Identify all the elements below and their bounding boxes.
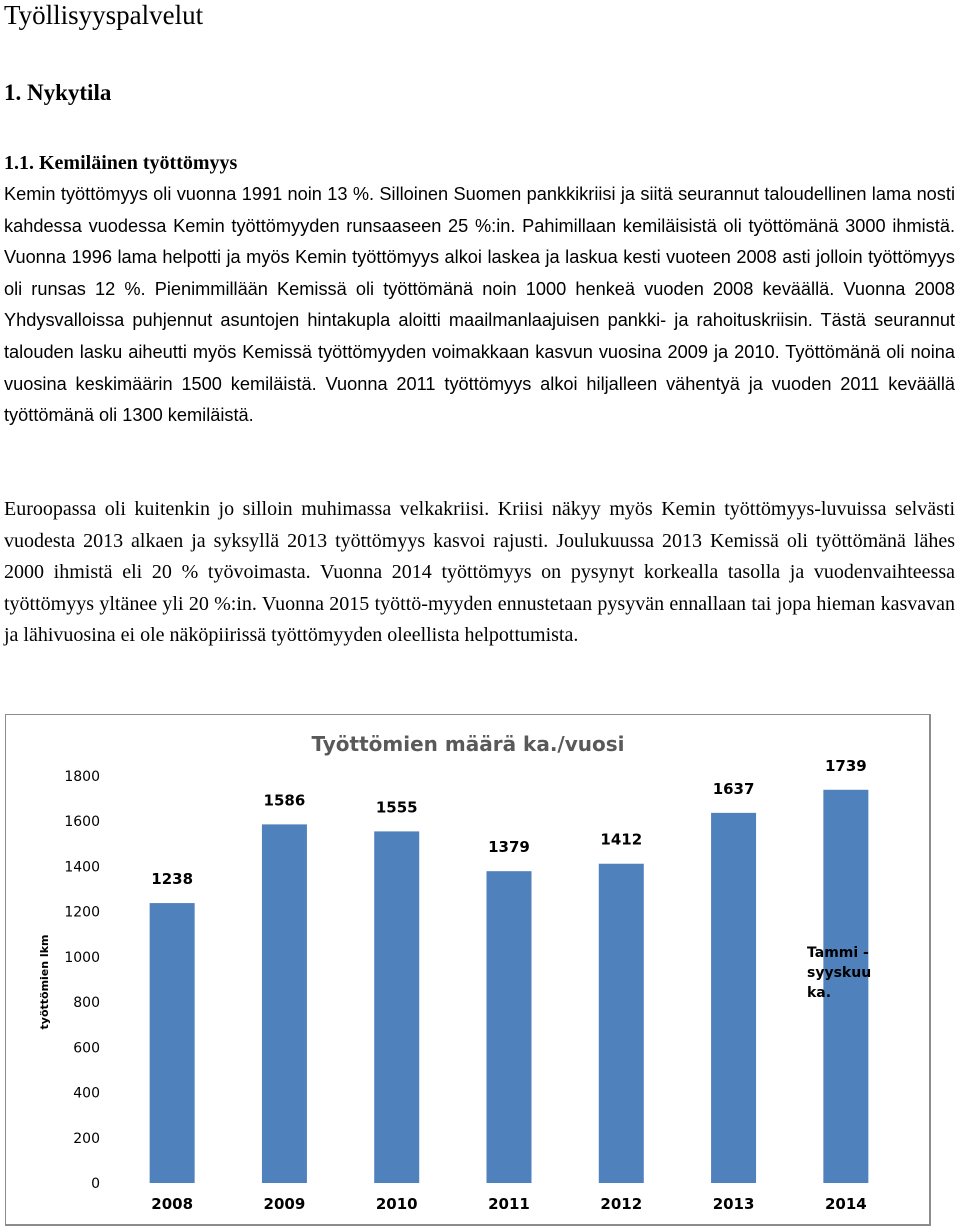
x-tick-label-2013: 2013 <box>712 1195 755 1213</box>
y-tick-label: 1800 <box>64 769 100 785</box>
paragraph-1: Kemin työttömyys oli vuonna 1991 noin 13 %. Silloinen Suomen pankkikriisi ja siitä seurannut taloudellinen lama nosti kahdessa vuodessa Kemin työttömyyden runsaaseen 25 %:in. Pahimillaan kemiläisistä oli työttömänä 3000 ihmistä. Vuonna 1996 lama helpotti ja myös Kemin työttömyys alkoi laskea ja laskua kesti vuoteen 2008 asti jolloin työttömyys oli runsas 12 %. Pienimmillään Kemissä oli työttömänä noin 1000 henkeä vuoden 2008 keväällä. Vuonna 2008 Yhdysvalloissa puhjennut asuntojen hintakupla aloitti maailmanlaajuisen pankki- ja rahoituskriisin. Tästä seurannut talouden lasku aiheutti myös Kemissä työttömyyden voimakkaan kasvun vuosina 2009 ja 2010. Työttömänä oli noina vuosina keskimäärin 1500 kemiläistä. Vuonna 2011 työttömyys alkoi hiljalleen vähentyä ja vuoden 2011 keväällä työttömänä oli 1300 kemiläistä. <box>4 184 955 426</box>
x-tick-label-2011: 2011 <box>488 1195 530 1213</box>
annotation-line-1: Tammi - <box>807 945 869 961</box>
section-heading: 1. Nykytila <box>4 80 112 105</box>
x-tick-label-2009: 2009 <box>263 1195 306 1213</box>
chart-y-axis-label: työttömien lkm <box>38 934 51 1030</box>
data-label-2011: 1379 <box>488 838 530 857</box>
y-tick-label: 1600 <box>64 814 100 831</box>
unemployment-chart <box>5 714 931 1226</box>
y-tick-label: 400 <box>73 1085 100 1102</box>
y-tick-label: 0 <box>91 1176 100 1192</box>
page-title: Työllisyyspalvelut <box>4 0 204 30</box>
chart-svg <box>6 715 929 1224</box>
y-tick-label: 800 <box>73 995 100 1012</box>
data-label-2009: 1586 <box>263 791 306 810</box>
paragraph-2: Euroopassa oli kuitenkin jo silloin muhimassa velkakriisi. Kriisi näkyy myös Kemin työttömyys-luvuissa selvästi vuodesta 2013 alkaen ja syksyllä 2013 työttömyys kasvoi rajusti. Joulukuussa 2013 Kemissä oli työttömänä lähes 2000 ihmistä eli 20 % työvoimasta. Vuonna 2014 työttömyys on pysynyt korkealla tasolla ja vuodenvaihteessa työttömyys yltänee yli 20 %:in. Vuonna 2015 työttö-myyden ennustetaan pysyvän ennallaan tai jopa hieman kasvavan ja lähivuosina ei ole näköpiirissä työttömyyden oleellista helpottumista. <box>4 498 955 647</box>
annotation-line-3: ka. <box>807 985 832 1001</box>
x-tick-label-2014: 2014 <box>824 1195 867 1213</box>
bar-2008 <box>150 903 195 1183</box>
x-tick-label-2012: 2012 <box>600 1195 643 1213</box>
data-label-2012: 1412 <box>600 830 643 849</box>
data-labels-group <box>151 757 866 888</box>
bar-2009 <box>262 824 307 1183</box>
bar-2010 <box>374 831 419 1183</box>
y-tick-label: 1000 <box>64 949 100 966</box>
bar-2012 <box>599 864 644 1183</box>
bar-2011 <box>487 871 532 1183</box>
y-tick-label: 1200 <box>64 904 100 921</box>
y-tick-label: 600 <box>73 1040 100 1057</box>
data-label-2010: 1555 <box>375 798 418 817</box>
y-axis-ticks <box>64 769 100 1192</box>
chart-title: Työttömien määrä ka./vuosi <box>311 732 625 756</box>
subsection-heading: 1.1. Kemiläinen työttömyys <box>4 152 238 174</box>
x-axis-ticks <box>151 1195 866 1213</box>
data-label-2008: 1238 <box>151 870 194 889</box>
x-tick-label-2008: 2008 <box>151 1195 194 1213</box>
bar-2013 <box>711 813 756 1183</box>
annotation-line-2: syyskuu <box>807 965 872 981</box>
y-tick-label: 1400 <box>64 859 100 876</box>
y-tick-label: 200 <box>73 1130 100 1147</box>
x-tick-label-2010: 2010 <box>375 1195 418 1213</box>
data-label-2013: 1637 <box>712 779 755 798</box>
data-label-2014: 1739 <box>824 756 867 775</box>
